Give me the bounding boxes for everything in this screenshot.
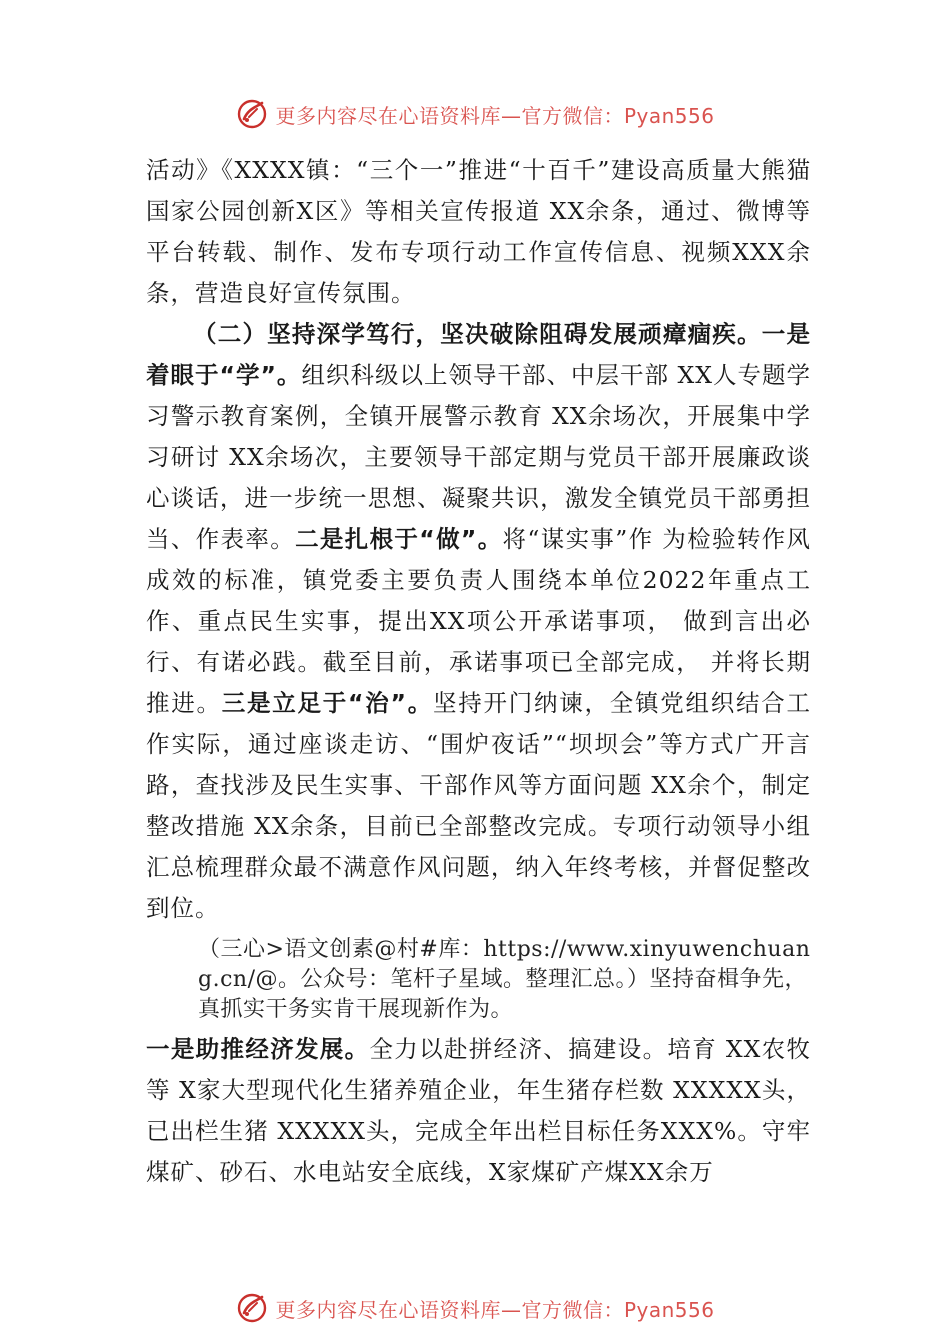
- watermark-logo-icon: [235, 97, 269, 131]
- paragraph-4: [146, 1029, 811, 1193]
- section-heading-2: （二）坚持深学笃行，坚决破除阻碍发展顽瘴痼疾。: [193, 320, 762, 348]
- paragraph-2: [146, 314, 811, 929]
- watermark-text: 更多内容尽在心语资料库—官方微信：Pyan556: [275, 1297, 715, 1322]
- text-run: 将“谋实事”作 为检验转作风成效的标准，镇党委主要负责人围绕本单位2022年重点工作、重点民生实事，提出XX项公开承诺事项， 做到言出必行、有诺必践。截至目前，承诺事项已全部完成， 并将长期推进。: [146, 525, 812, 717]
- point-heading-3: 三是立足于“治”。: [221, 689, 433, 717]
- watermark-header: [0, 94, 950, 134]
- point-heading-econ: 一是助推经济发展。: [146, 1035, 370, 1063]
- watermark-logo-icon: [235, 1291, 269, 1325]
- watermark-footer: [0, 1288, 950, 1328]
- text-run: 组织科级以上领导干部、中层干部 XX人专题学习警示教育案例，全镇开展警示教育 XX余场次，开展集中学习研讨 XX余场次，主要领导干部定期与党员干部开展廉政谈心谈话，进一步统一思想、凝聚共识，激发全镇党员干部勇担当、作表率。: [146, 361, 811, 553]
- document-body: [146, 150, 811, 1193]
- text-run: 全力以赴拼经济、搞建设。培育 XX农牧等 X家大型现代化生猪养殖企业，年生猪存栏数 XXXXX头，已出栏生猪 XXXXX头，完成全年出栏目标任务XXX%。守牢煤矿、砂石、水电站安全底线，X家煤矿产煤XX余万: [146, 1035, 811, 1186]
- section-note-3: （三心>语文创素@村#库：https://www.xinyuwenchuang.cn/@。公众号：笔杆子星域。整理汇总。）坚持奋楫争先，真抓实干务实肯干展现新作为。: [198, 937, 811, 1022]
- paragraph-1: [146, 150, 811, 314]
- watermark-text: 更多内容尽在心语资料库—官方微信：Pyan556: [275, 103, 715, 128]
- point-heading-2: 二是扎根于“做”。: [295, 525, 503, 553]
- text-run: 活动》《XXXX镇：“三个一”推进“十百千”建设高质量大熊猫国家公园创新X区》等相关宣传报道 XX余条，通过、微博等平台转载、制作、发布专项行动工作宣传信息、视频XXX余条，营造良好宣传氛围。: [146, 156, 811, 307]
- text-run: 坚持开门纳谏，全镇党组织结合工作实际，通过座谈走访、“围炉夜话”“坝坝会”等方式广开言路，查找涉及民生实事、干部作风等方面问题 XX余个，制定整改措施 XX余条，目前已全部整改完成。专项行动领导小组汇总梳理群众最不满意作风问题，纳入年终考核，并督促整改到位。: [146, 689, 812, 922]
- point-heading-1: 一是着眼于“学”。: [146, 320, 812, 389]
